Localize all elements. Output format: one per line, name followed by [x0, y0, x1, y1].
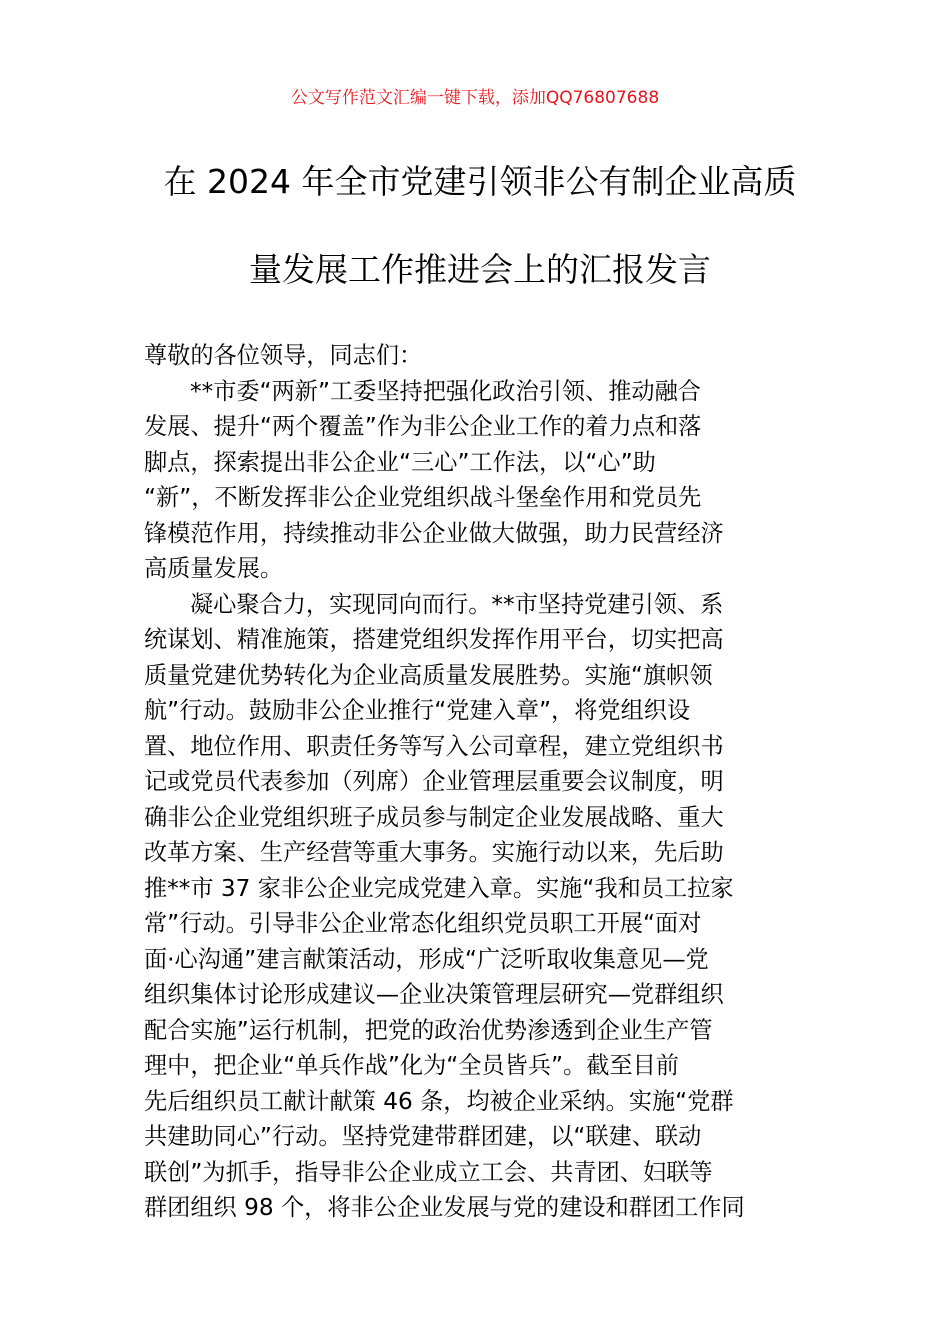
paragraph-line: 锋模范作用，持续推动非公企业做大做强，助力民营经济 — [144, 519, 724, 547]
paragraph-line: 脚点，探索提出非公企业“三心”工作法，以“心”助 — [144, 448, 656, 476]
paragraph-line: 配合实施”运行机制，把党的政治优势渗透到企业生产管 — [144, 1016, 713, 1044]
paragraph-line: 推**市 37 家非公企业完成党建入章。实施“我和员工拉家 — [144, 874, 734, 902]
paragraph-line: 发展、提升“两个覆盖”作为非公企业工作的着力点和落 — [144, 413, 702, 440]
paragraph-line: 改革方案、生产经营等重大事务。实施行动以来，先后助 — [144, 839, 724, 866]
download-promo-note: 公文写作范文汇编一键下载，添加QQ76807688 — [290, 88, 660, 108]
paragraph-line: 理中，把企业“单兵作战”化为“全员皆兵”。截至目前 — [144, 1052, 679, 1079]
paragraph-line: **市委“两新”工委坚持把强化政治引领、推动融合 — [190, 377, 701, 405]
paragraph-line: 高质量发展。 — [144, 555, 284, 582]
document-title-line-1: 在 2024 年全市党建引领非公有制企业高质 — [163, 162, 797, 201]
paragraph-line: 先后组织员工献计献策 46 条，均被企业采纳。实施“党群 — [144, 1087, 734, 1115]
document-body — [144, 338, 810, 1226]
paragraph-line: 质量党建优势转化为企业高质量发展胜势。实施“旗帜领 — [144, 661, 713, 689]
salutation: 尊敬的各位领导，同志们： — [144, 342, 423, 369]
paragraph-line: “新”，不断发挥非公企业党组织战斗堡垒作用和党员先 — [144, 484, 702, 511]
paragraph-line: 联创”为抓手，指导非公企业成立工会、共青团、妇联等 — [144, 1158, 713, 1186]
paragraph-line: 确非公企业党组织班子成员参与制定企业发展战略、重大 — [144, 803, 724, 831]
paragraph-line: 常”行动。引导非公企业常态化组织党员职工开展“面对 — [144, 910, 702, 937]
paragraph-line: 共建助同心”行动。坚持党建带群团建，以“联建、联动 — [144, 1123, 702, 1150]
paragraph-line: 面·心沟通”建言献策活动，形成“广泛听取收集意见—党 — [144, 945, 709, 973]
paragraph-line: 群团组织 98 个，将非公企业发展与党的建设和群团工作同 — [144, 1194, 745, 1221]
paragraph-line: 组织集体讨论形成建议—企业决策管理层研究—党群组织 — [144, 981, 724, 1008]
paragraph-line: 航”行动。鼓励非公企业推行“党建入章”，将党组织设 — [144, 697, 691, 724]
paragraph-line: 凝心聚合力，实现同向而行。**市坚持党建引领、系 — [190, 590, 724, 618]
document-title-line-2: 量发展工作推进会上的汇报发言 — [249, 250, 711, 289]
paragraph-line: 记或党员代表参加（列席）企业管理层重要会议制度，明 — [144, 768, 724, 795]
paragraph-line: 置、地位作用、职责任务等写入公司章程，建立党组织书 — [144, 732, 724, 760]
paragraph-line: 统谋划、精准施策，搭建党组织发挥作用平台，切实把高 — [144, 626, 724, 653]
